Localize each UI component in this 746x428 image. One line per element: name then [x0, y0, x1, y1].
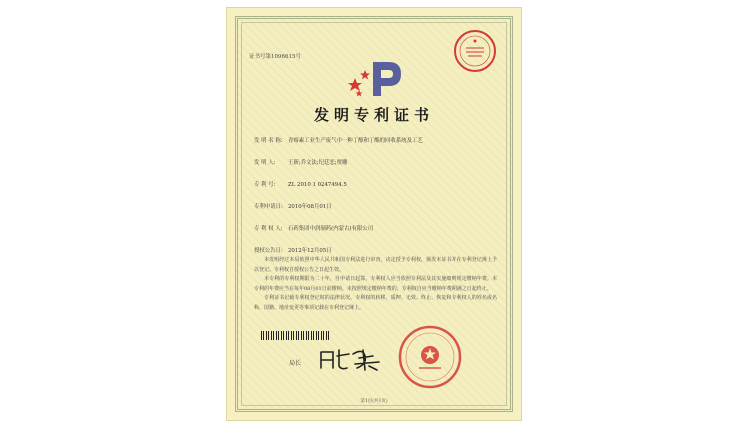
- body-paragraph: 本发明经过本局依照中华人民共和国专利法进行审查，决定授予专利权，颁发本证书并在专利登记簿上予以登记。专利权自授权公告之日起生效。: [254, 257, 497, 273]
- field-patent-number: [254, 180, 347, 188]
- field-inventor: [254, 158, 347, 166]
- field-label: 发 明 名 称:: [254, 138, 283, 144]
- body-paragraph: 专利证书记载专利权登记时的法律状况。专利权的转移、质押、无效、终止、恢复和专利权人的姓名或名称、国籍、地址变更等事项记载在专利登记簿上。: [254, 295, 497, 311]
- field-application-date: [254, 202, 332, 210]
- barcode: [261, 331, 331, 340]
- field-value: 石药集团中润制药(内蒙古)有限公司: [288, 226, 374, 232]
- official-seal-icon: [397, 324, 463, 390]
- director-signature-icon: [313, 344, 387, 374]
- field-value: 王新;乔文法;纪廷恋;贾雕: [288, 160, 348, 166]
- certificate-body-text: [254, 256, 497, 313]
- field-invention-name: [254, 136, 423, 144]
- page-number: 第1页(共1页): [360, 399, 388, 404]
- patent-certificate: [226, 7, 522, 421]
- field-value: 2012年12月05日: [288, 248, 332, 254]
- field-label: 专利申请日:: [254, 204, 283, 210]
- certification-seal-icon: [452, 28, 498, 74]
- field-label: 发 明 人:: [254, 160, 276, 166]
- field-value: ZL 2010 1 0247494.5: [288, 182, 347, 188]
- field-label: 专 利 号:: [254, 182, 276, 188]
- field-label: 授权公告日:: [254, 248, 283, 254]
- field-label: 专 利 权 人:: [254, 226, 283, 232]
- certificate-number: 证书号第1096615号: [249, 54, 301, 60]
- sipo-logo-icon: [345, 56, 407, 100]
- field-grant-date: [254, 246, 332, 254]
- certificate-title: 发明专利证书: [313, 106, 434, 124]
- body-paragraph: 本专利的专利权期限为二十年，自申请日起算。专利权人应当依照专利法及其实施细则规定缴纳年费。本专利的年费应当在每年08月01日前缴纳。未按照规定缴纳年费的，专利权自应当缴纳年费期满之日起终止。: [254, 276, 497, 292]
- field-value: 2010年08月01日: [288, 204, 332, 210]
- field-value: 青霉素工业生产废气中一种丁醇和丁酯的回收系统及工艺: [288, 138, 423, 144]
- field-patentee: [254, 224, 373, 232]
- director-label: 局长: [289, 360, 302, 367]
